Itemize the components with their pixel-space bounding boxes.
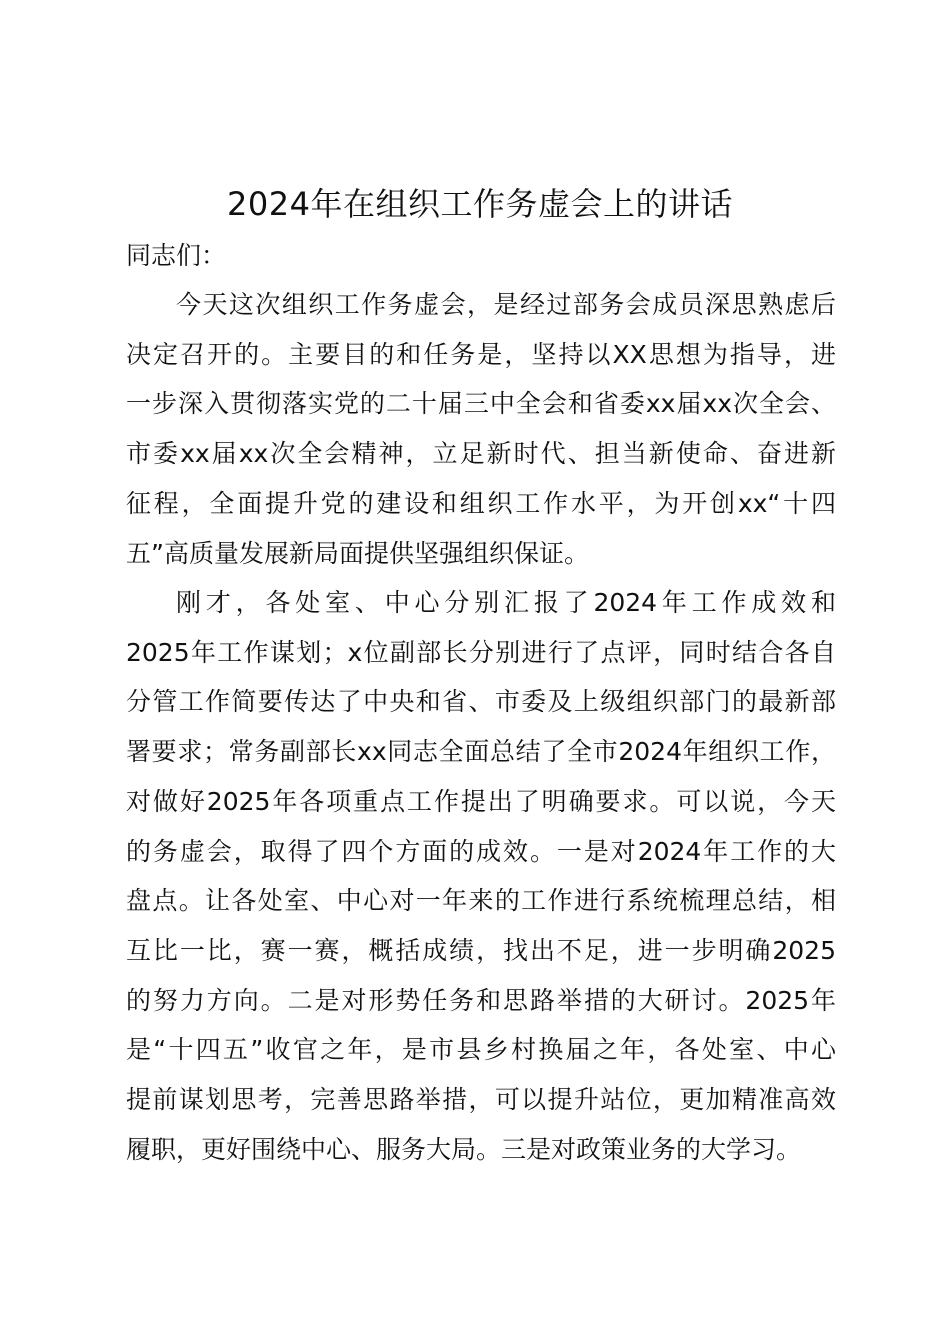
paragraph-line: 刚才，各处室、中心分别汇报了2024年工作成效和 [176,588,836,617]
paragraph-line: 履职，更好围绕中心、服务大局。三是对政策业务的大学习。 [126,1134,802,1164]
salutation: 同志们： [126,241,227,270]
paragraph-2 [126,578,836,1174]
paragraph-1 [126,280,836,578]
paragraph-line: 五”高质量发展新局面提供坚强组织保证。 [126,538,589,568]
paragraph-line: 的努力方向。二是对形势任务和思路举措的大研讨。2025年 [126,985,836,1015]
paragraph-line: 2025年工作谋划；x位副部长分别进行了点评，同时结合各自 [126,637,836,667]
paragraph-line: 分管工作简要传达了中央和省、市委及上级组织部门的最新部 [126,687,836,717]
paragraph-line: 市委xx届xx次全会精神，立足新时代、担当新使命、奋进新 [126,439,836,469]
paragraph-line: 今天这次组织工作务虚会，是经过部务会成员深思熟虑后 [176,290,836,319]
paragraph-line: 决定召开的。主要目的和任务是，坚持以XX思想为指导，进 [126,339,836,369]
paragraph-line: 互比一比，赛一赛，概括成绩，找出不足，进一步明确2025 [126,935,836,965]
paragraph-line: 一步深入贯彻落实党的二十届三中全会和省委xx届xx次全会、 [126,389,836,419]
paragraph-line: 提前谋划思考，完善思路举措，可以提升站位，更加精准高效 [126,1085,836,1115]
paragraph-line: 征程，全面提升党的建设和组织工作水平，为开创xx“十四 [126,488,836,518]
paragraph-line: 署要求；常务副部长xx同志全面总结了全市2024年组织工作， [126,737,836,767]
paragraph-line: 的务虚会，取得了四个方面的成效。一是对2024年工作的大 [126,836,836,866]
paragraph-line: 盘点。让各处室、中心对一年来的工作进行系统梳理总结，相 [126,886,836,916]
document-title: 2024年在组织工作务虚会上的讲话 [227,185,733,223]
paragraph-line: 对做好2025年各项重点工作提出了明确要求。可以说，今天 [126,786,836,816]
paragraph-line: 是“十四五”收官之年，是市县乡村换届之年，各处室、中心 [126,1035,836,1065]
